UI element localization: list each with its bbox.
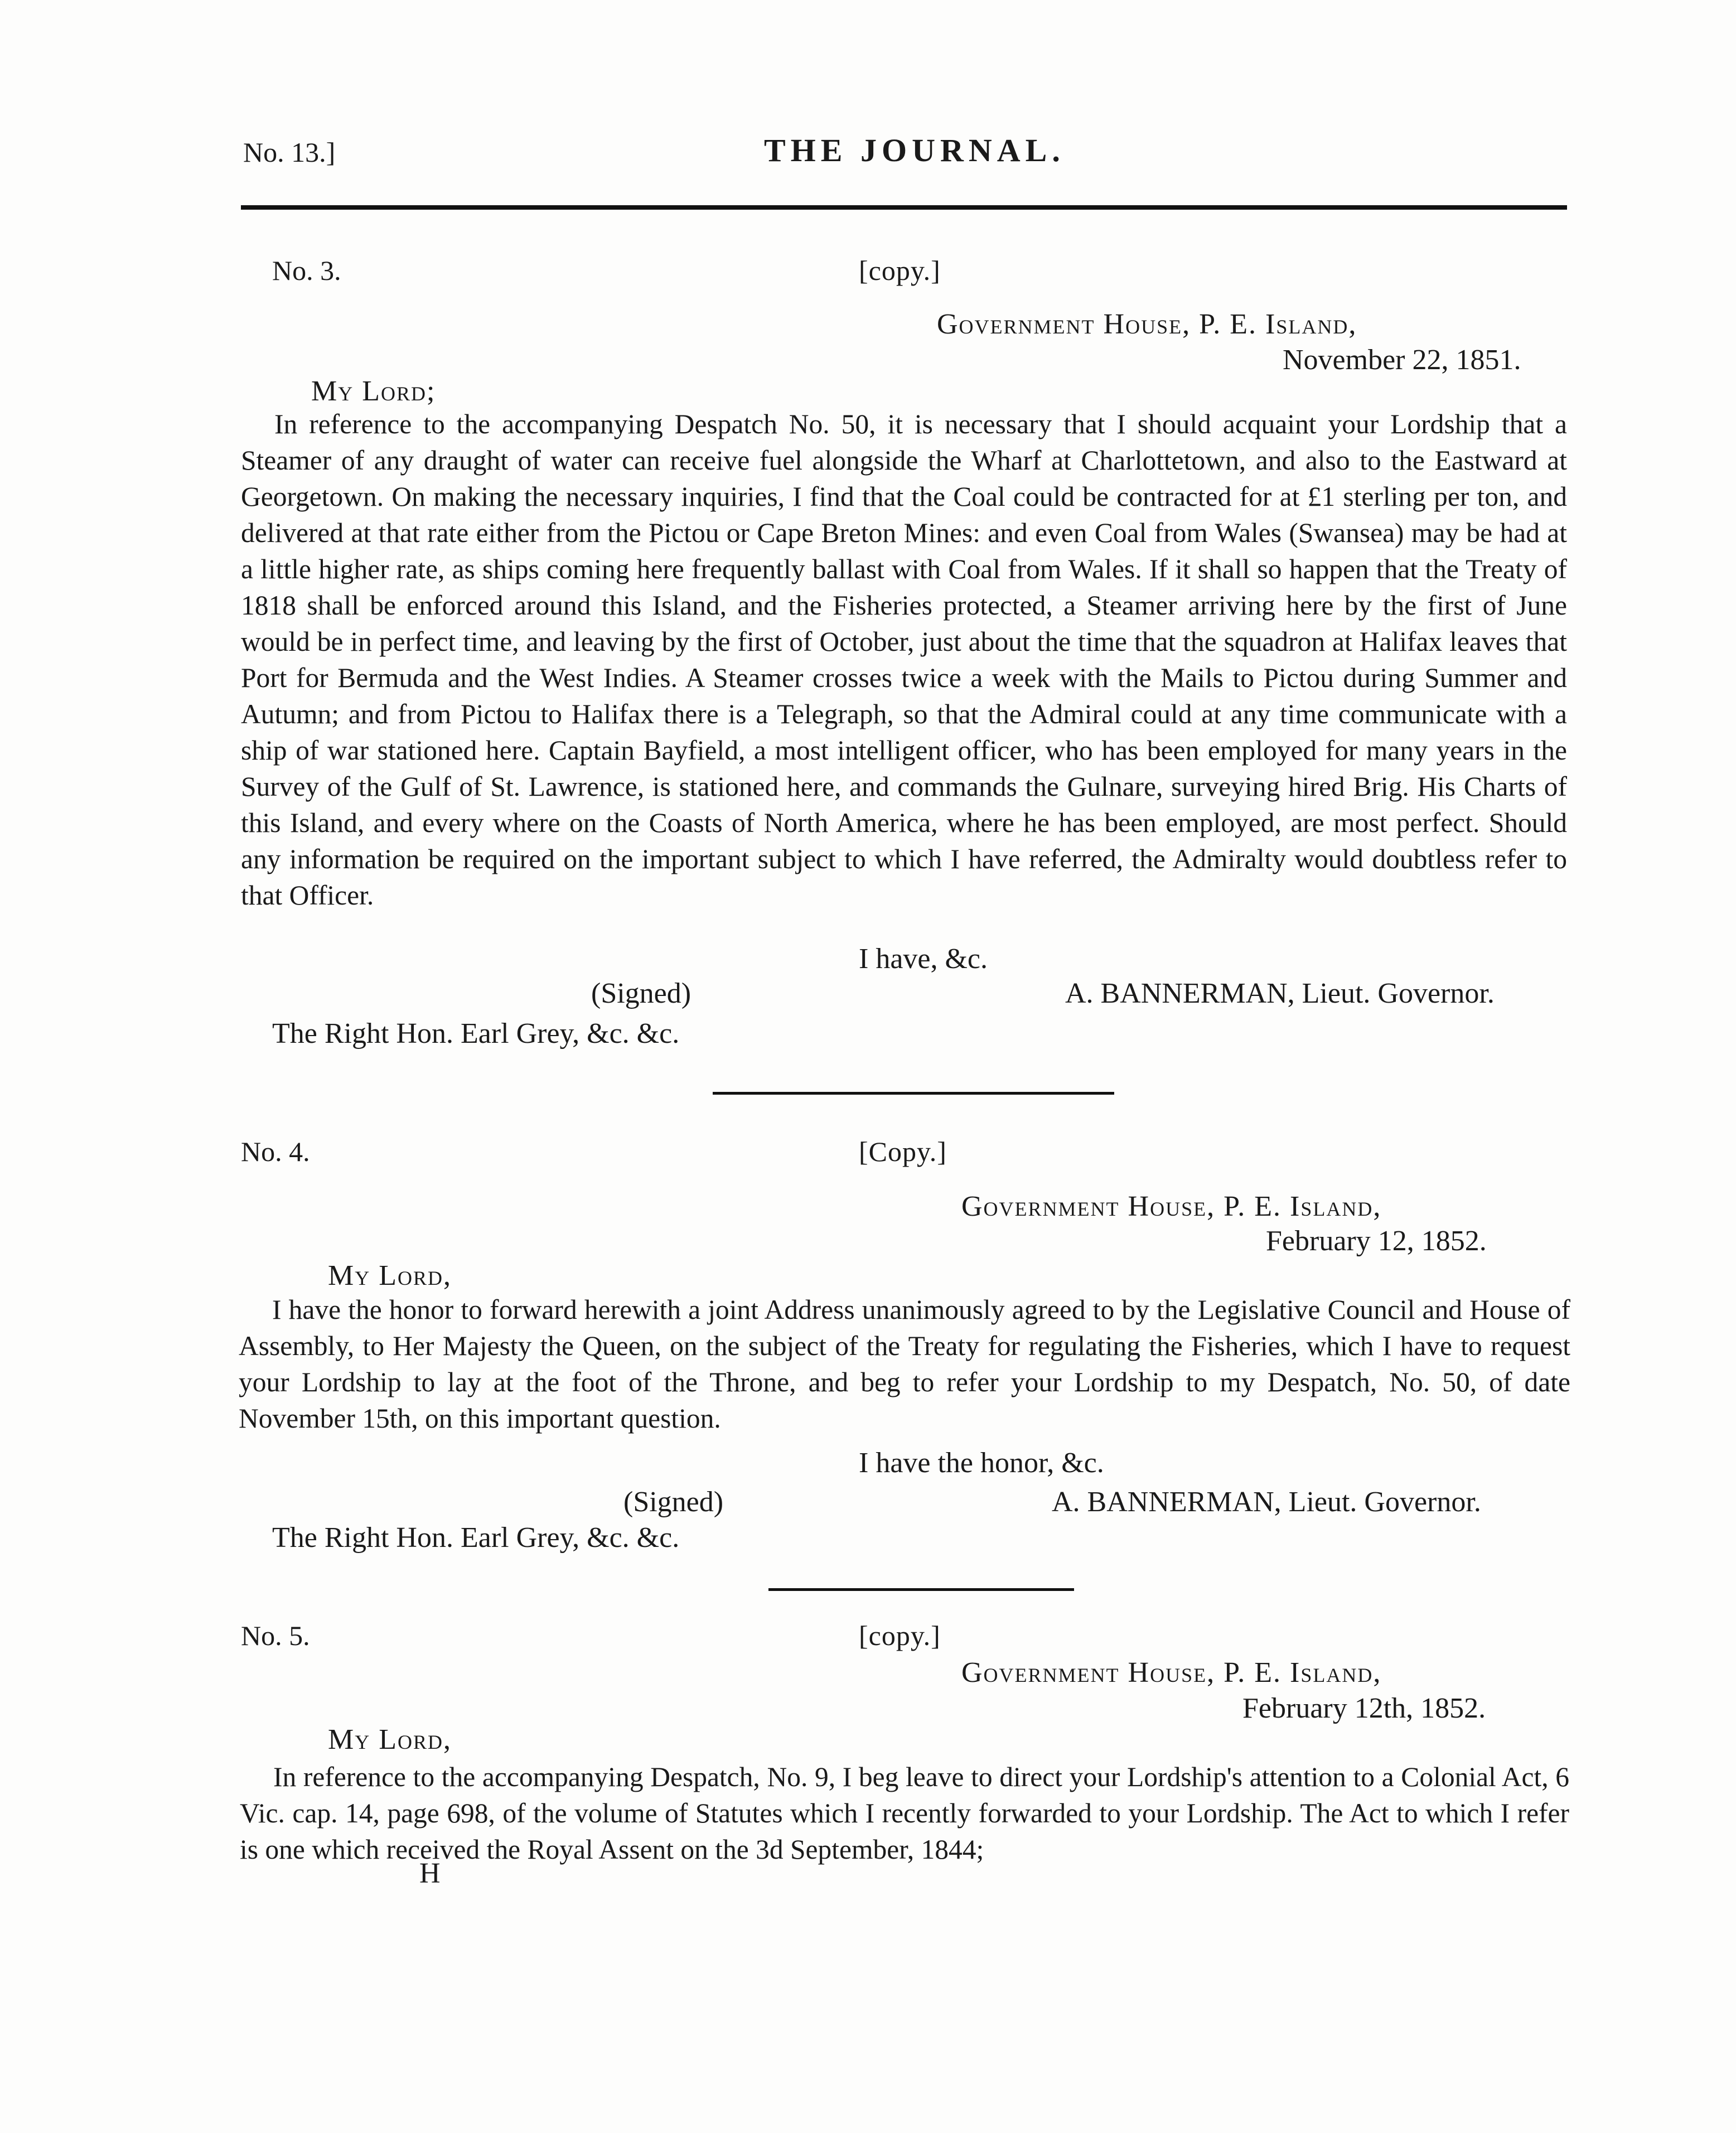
letter-4-body: I have the honor to forward herewith a joint Address unanimously agreed to by the Legislative Council and House of Assembly, to Her Majesty the Queen, on the subject of the Treaty for regulating the Fisheries, which I have to request your Lordship to lay at the foot of the Throne, and beg to refer your Lordship to my Despatch, No. 50, of date November 15th, on this important question. [239,1294,1570,1434]
letter-3-signed: (Signed) [591,978,692,1009]
letter-3-closing: I have, &c. [859,943,988,975]
signature-mark: H [419,1858,441,1889]
letter-5-body: In reference to the accompanying Despatch, No. 9, I beg leave to direct your Lordship's attention to a Colonial Act, 6 Vic. cap. 14, page 698, of the volume of Statutes which I recently forwarded to your Lordship. The Act to which I refer is one which received the Royal Assent on the 3d September, 1844; [240,1762,1569,1865]
letter-3-signature: A. BANNERMAN, Lieut. Governor. [1065,978,1495,1009]
letter-3-salutation: My Lord; [311,375,436,407]
section-divider-2 [768,1588,1074,1591]
letter-4-salutation: My Lord, [328,1260,452,1292]
header-rule [241,205,1567,210]
letter-5-number: No. 5. [241,1620,310,1651]
letter-3-addressee: The Right Hon. Earl Grey, &c. &c. [272,1018,680,1049]
letter-3-place: Government House, P. E. Island, [937,308,1357,340]
letter-4-copy-mark: [Copy.] [859,1136,947,1167]
letter-4-place: Government House, P. E. Island, [961,1191,1382,1222]
letter-5-salutation: My Lord, [328,1724,452,1755]
letter-4-date: February 12, 1852. [1266,1225,1487,1257]
letter-3-number: No. 3. [272,255,341,286]
letter-4-addressee: The Right Hon. Earl Grey, &c. &c. [272,1522,680,1554]
letter-4-signed: (Signed) [623,1486,724,1518]
section-divider-1 [713,1092,1114,1095]
letter-5-date: February 12th, 1852. [1242,1692,1486,1724]
letter-5-place: Government House, P. E. Island, [961,1657,1382,1689]
letter-5-copy-mark: [copy.] [859,1620,941,1651]
letter-4-number: No. 4. [241,1136,310,1167]
letter-4-closing: I have the honor, &c. [859,1447,1104,1479]
letter-3-copy-mark: [copy.] [859,255,941,286]
letter-3-date: November 22, 1851. [1283,344,1521,376]
letter-4-signature: A. BANNERMAN, Lieut. Governor. [1052,1486,1481,1518]
letter-3-body: In reference to the accompanying Despatch No. 50, it is necessary that I should acquaint your Lordship that a Steamer of any draught of water can receive fuel alongside the Wharf at Charlottetown, and also to the Eastward at Georgetown. On making the necessary inquiries, I find that the Coal could be contracted for at £1 sterling per ton, and delivered at that rate either from the Pictou or Cape Breton Mines: and even Coal from Wales (Swansea) may be had at a little higher rate, as ships coming here frequently ballast with Coal from Wales. If it shall so happen that the Treaty of 1818 shall be enforced around this Island, and the Fisheries protected, a Steamer arriving here by the first of June would be in perfect time, and leaving by the first of October, just about the time that the squadron at Halifax leaves that Port for Bermuda and the West Indies. A Steamer crosses twice a week with the Mails to Pictou during Summer and Autumn; and from Pictou to Halifax there is a Telegraph, so that the Admiral could at any time communicate with a ship of war stationed here. Captain Bayfield, a most intelligent officer, who has been employed for many years in the Survey of the Gulf of St. Lawrence, is stationed here, and commands the Gulnare, surveying hired Brig. His Charts of this Island, and every where on the Coasts of North America, where he has been employed, are most perfect. Should any information be required on the important subject to which I have referred, the Admiralty would doubtless refer to that Officer. [241,409,1567,911]
page-number: No. 13.] [243,137,336,168]
journal-title: THE JOURNAL. [764,132,1065,168]
